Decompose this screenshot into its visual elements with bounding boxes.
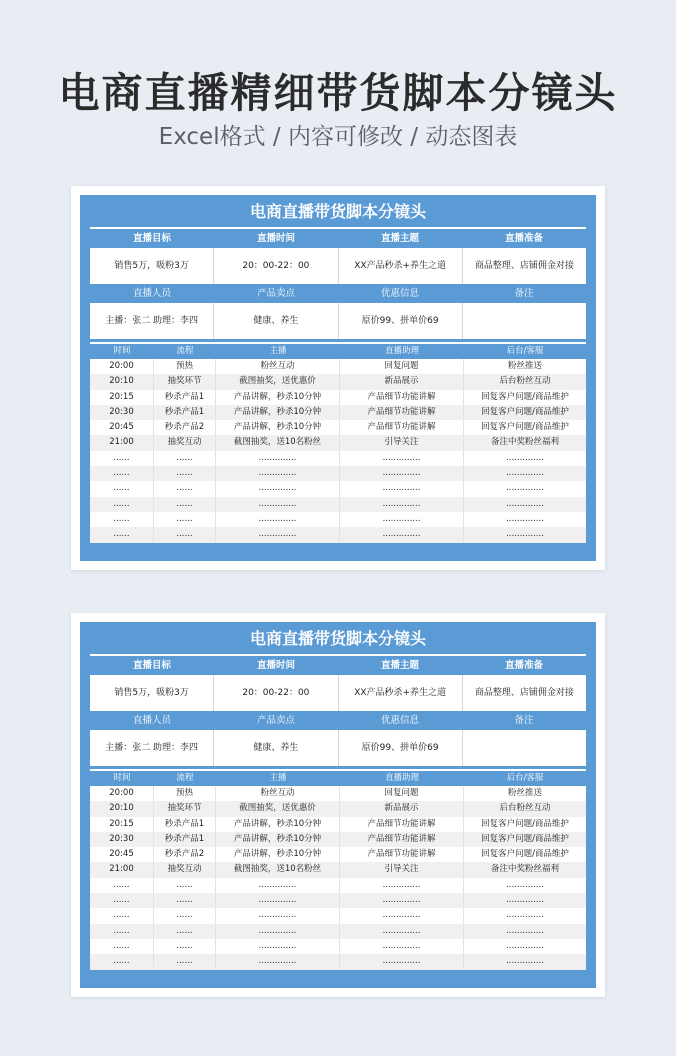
table-row <box>90 405 586 420</box>
table-cell[interactable]: 秒杀产品2 <box>154 847 216 862</box>
table-cell[interactable]: ...... <box>154 924 216 939</box>
script-sheet <box>80 195 596 561</box>
section1-header-cell: 直播时间 <box>256 233 295 244</box>
table-row <box>90 466 586 481</box>
table-cell[interactable]: ...... <box>90 908 154 923</box>
table-cell[interactable]: .............. <box>506 925 544 936</box>
section2-value-row <box>90 730 586 766</box>
sheet-preview-1 <box>71 186 605 570</box>
table-cell[interactable]: 秒杀产品1 <box>154 390 216 405</box>
table-cell[interactable]: 粉丝推送 <box>507 361 542 371</box>
table-cell[interactable]: 回复客户问题/商品维护 <box>481 422 569 433</box>
section1-value-cell[interactable]: 商品整理、店铺佣金对接 <box>474 688 574 698</box>
table-cell[interactable]: 粉丝互动 <box>216 786 340 801</box>
table-header-cell: 后台/客服 <box>506 773 544 783</box>
section2-header-cell: 优惠信息 <box>380 288 419 299</box>
table-cell[interactable]: 产品细节功能讲解 <box>340 405 464 420</box>
table-cell[interactable]: 后台粉丝互动 <box>499 376 551 387</box>
table-cell[interactable]: ...... <box>90 893 154 908</box>
section2-value-cell[interactable]: 健康、养生 <box>214 730 338 766</box>
table-cell[interactable]: 抽奖环节 <box>154 374 216 389</box>
table-cell[interactable]: 备注中奖粉丝福利 <box>490 864 559 875</box>
table-row <box>90 451 586 466</box>
section1-header-cell: 直播主题 <box>380 660 419 671</box>
table-cell[interactable]: .............. <box>216 497 340 512</box>
section1-value-cell[interactable]: XX产品秒杀+养生之道 <box>339 248 463 284</box>
table-cell[interactable]: 产品细节功能讲解 <box>340 847 464 862</box>
table-cell[interactable]: ...... <box>154 466 216 481</box>
table-row <box>90 817 586 832</box>
table-row <box>90 390 586 405</box>
table-cell[interactable]: ...... <box>154 878 216 893</box>
table-cell[interactable]: .............. <box>340 481 464 496</box>
table-cell[interactable]: ...... <box>154 893 216 908</box>
section1-header-row <box>90 231 586 247</box>
table-cell[interactable]: 秒杀产品1 <box>154 832 216 847</box>
section2-header-cell: 备注 <box>514 715 534 726</box>
table-cell[interactable]: ...... <box>90 497 154 512</box>
section2-value-cell[interactable]: 主播：张二 助理：李四 <box>90 730 214 766</box>
table-cell[interactable]: .............. <box>216 939 340 954</box>
table-cell[interactable]: .............. <box>506 940 544 951</box>
table-cell[interactable]: ...... <box>90 878 154 893</box>
table-row <box>90 786 586 801</box>
table-cell[interactable]: 20:10 <box>90 374 154 389</box>
section1-header-cell: 直播准备 <box>504 233 543 244</box>
section2-header-cell: 直播人员 <box>132 288 171 299</box>
section1-value-cell[interactable]: XX产品秒杀+养生之道 <box>339 675 463 711</box>
table-row <box>90 832 586 847</box>
table-cell[interactable]: 20:45 <box>90 420 154 435</box>
table-header-cell: 后台/客服 <box>506 346 544 356</box>
table-cell[interactable]: 新品展示 <box>340 801 464 816</box>
table-cell[interactable]: ...... <box>154 908 216 923</box>
table-cell[interactable]: .............. <box>340 466 464 481</box>
table-cell[interactable]: .............. <box>216 924 340 939</box>
table-cell[interactable]: .............. <box>216 527 340 542</box>
table-cell[interactable]: .............. <box>506 895 544 906</box>
table-cell[interactable]: 20:30 <box>90 832 154 847</box>
table-row <box>90 878 586 893</box>
table-cell[interactable]: 20:00 <box>90 359 154 374</box>
table-cell[interactable]: .............. <box>216 466 340 481</box>
table-cell[interactable]: 抽奖环节 <box>154 801 216 816</box>
table-cell[interactable]: .............. <box>340 954 464 969</box>
section2-header-row <box>90 713 586 729</box>
page-title: 电商直播精细带货脚本分镜头 <box>58 69 618 117</box>
section2-value-cell[interactable]: 原价99、拼单价69 <box>339 730 463 766</box>
table-row <box>90 512 586 527</box>
table-cell[interactable]: .............. <box>340 908 464 923</box>
section1-header-cell: 直播时间 <box>256 660 295 671</box>
table-cell[interactable]: .............. <box>506 529 544 540</box>
section2-value-cell[interactable] <box>463 730 586 766</box>
table-cell[interactable]: ...... <box>154 512 216 527</box>
section2-header-row <box>90 286 586 302</box>
table-cell[interactable]: 产品讲解，秒杀10分钟 <box>216 405 340 420</box>
table-cell[interactable]: 回复问题 <box>340 359 464 374</box>
table-cell[interactable]: 预热 <box>154 359 216 374</box>
table-cell[interactable]: ...... <box>154 939 216 954</box>
table-cell[interactable]: .............. <box>340 939 464 954</box>
table-header-cell: 时间 <box>113 773 131 783</box>
table-cell[interactable]: 回复客户问题/商品维护 <box>481 391 569 402</box>
section1-header-cell: 直播目标 <box>132 233 171 244</box>
script-sheet <box>80 622 596 988</box>
table-cell[interactable]: 备注中奖粉丝福利 <box>490 437 559 448</box>
section2-value-cell[interactable]: 原价99、拼单价69 <box>339 303 463 339</box>
table-header-cell: 流程 <box>176 773 194 783</box>
table-cell[interactable]: 20:15 <box>90 390 154 405</box>
table-cell[interactable]: .............. <box>340 497 464 512</box>
table-row <box>90 954 586 969</box>
table-cell[interactable]: 秒杀产品2 <box>154 420 216 435</box>
table-header-row <box>90 344 586 359</box>
table-row <box>90 939 586 954</box>
table-cell[interactable]: .............. <box>506 498 544 509</box>
table-cell[interactable]: 20:10 <box>90 801 154 816</box>
table-cell[interactable]: ...... <box>90 481 154 496</box>
section1-value-cell[interactable]: 20：00-22：00 <box>214 675 338 711</box>
table-cell[interactable]: .............. <box>340 893 464 908</box>
section2-value-cell[interactable] <box>463 303 586 339</box>
table-header-cell: 流程 <box>176 346 194 356</box>
table-cell[interactable]: 截图抽奖，送10名粉丝 <box>216 862 340 877</box>
section1-value-cell[interactable]: 商品整理、店铺佣金对接 <box>474 261 574 271</box>
table-cell[interactable]: .............. <box>506 483 544 494</box>
table-cell[interactable]: .............. <box>506 468 544 479</box>
table-cell[interactable]: ...... <box>90 451 154 466</box>
table-cell[interactable]: 产品讲解，秒杀10分钟 <box>216 832 340 847</box>
table-cell[interactable]: 预热 <box>154 786 216 801</box>
table-cell[interactable]: ...... <box>154 481 216 496</box>
table-cell[interactable]: ...... <box>90 939 154 954</box>
table-cell[interactable]: 21:00 <box>90 435 154 450</box>
section2-value-cell[interactable]: 主播：张二 助理：李四 <box>90 303 214 339</box>
table-cell[interactable]: .............. <box>340 451 464 466</box>
section1-value-row <box>90 675 586 711</box>
sheet-preview-2 <box>71 613 605 997</box>
table-cell[interactable]: 粉丝互动 <box>216 359 340 374</box>
table-cell[interactable]: 产品讲解，秒杀10分钟 <box>216 390 340 405</box>
table-header-cell: 直播助理 <box>384 773 419 783</box>
section1-value-cell[interactable]: 销售5万，吸粉3万 <box>90 675 214 711</box>
table-header-cell: 主播 <box>269 773 287 783</box>
table-cell[interactable]: .............. <box>216 512 340 527</box>
table-cell[interactable]: .............. <box>216 908 340 923</box>
table-cell[interactable]: 秒杀产品1 <box>154 405 216 420</box>
section1-value-cell[interactable]: 20：00-22：00 <box>214 248 338 284</box>
section1-header-cell: 直播准备 <box>504 660 543 671</box>
table-cell[interactable]: 产品细节功能讲解 <box>340 420 464 435</box>
table-cell[interactable]: 截图抽奖，送优惠价 <box>216 374 340 389</box>
table-row <box>90 374 586 389</box>
table-cell[interactable]: 产品讲解，秒杀10分钟 <box>216 420 340 435</box>
table-cell[interactable]: .............. <box>506 452 544 463</box>
table-row <box>90 481 586 496</box>
table-row <box>90 527 586 542</box>
table-row <box>90 497 586 512</box>
table-cell[interactable]: ...... <box>90 512 154 527</box>
section2-value-row <box>90 303 586 339</box>
section2-header-cell: 产品卖点 <box>256 715 295 726</box>
table-row <box>90 893 586 908</box>
table-cell[interactable]: .............. <box>216 451 340 466</box>
section2-value-cell[interactable]: 健康、养生 <box>214 303 338 339</box>
section2-header-cell: 直播人员 <box>132 715 171 726</box>
table-cell[interactable]: 引导关注 <box>340 435 464 450</box>
table-row <box>90 359 586 374</box>
table-row <box>90 847 586 862</box>
table-cell[interactable]: 截图抽奖，送优惠价 <box>216 801 340 816</box>
table-cell[interactable]: 后台粉丝互动 <box>499 803 551 814</box>
table-row <box>90 862 586 877</box>
table-row <box>90 420 586 435</box>
table-cell[interactable]: .............. <box>340 878 464 893</box>
table-cell[interactable]: 产品讲解，秒杀10分钟 <box>216 817 340 832</box>
table-cell[interactable]: ...... <box>90 527 154 542</box>
table-cell[interactable]: ...... <box>90 954 154 969</box>
table-cell[interactable]: ...... <box>90 466 154 481</box>
table-cell[interactable]: 回复客户问题/商品维护 <box>481 833 569 844</box>
table-cell[interactable]: 20:45 <box>90 847 154 862</box>
table-cell[interactable]: .............. <box>506 910 544 921</box>
table-cell[interactable]: ...... <box>154 497 216 512</box>
table-cell[interactable]: .............. <box>216 878 340 893</box>
table-cell[interactable]: ...... <box>154 954 216 969</box>
table-cell[interactable]: 20:00 <box>90 786 154 801</box>
table-cell[interactable]: 新品展示 <box>340 374 464 389</box>
section1-header-cell: 直播目标 <box>132 660 171 671</box>
section1-header-cell: 直播主题 <box>380 233 419 244</box>
table-cell[interactable]: 20:30 <box>90 405 154 420</box>
table-cell[interactable]: 产品细节功能讲解 <box>340 390 464 405</box>
table-row <box>90 801 586 816</box>
table-cell[interactable]: 粉丝推送 <box>507 788 542 798</box>
table-cell[interactable]: .............. <box>340 924 464 939</box>
sheet-title: 电商直播带货脚本分镜头 <box>90 622 586 656</box>
table-cell[interactable]: ...... <box>90 924 154 939</box>
table-cell[interactable]: 抽奖互动 <box>154 862 216 877</box>
table-cell[interactable]: 回复客户问题/商品维护 <box>481 849 569 860</box>
section2-header-cell: 优惠信息 <box>380 715 419 726</box>
table-cell[interactable]: .............. <box>340 512 464 527</box>
table-cell[interactable]: .............. <box>216 893 340 908</box>
table-header-cell: 主播 <box>269 346 287 356</box>
table-cell[interactable]: 产品讲解，秒杀10分钟 <box>216 847 340 862</box>
table-cell[interactable]: 产品细节功能讲解 <box>340 832 464 847</box>
table-header-row <box>90 771 586 786</box>
table-cell[interactable]: 21:00 <box>90 862 154 877</box>
table-header-cell: 时间 <box>113 346 131 356</box>
page-subtitle: Excel格式 / 内容可修改 / 动态图表 <box>158 124 518 150</box>
table-cell[interactable]: 引导关注 <box>340 862 464 877</box>
table-row <box>90 435 586 450</box>
table-cell[interactable]: 抽奖互动 <box>154 435 216 450</box>
table-cell[interactable]: .............. <box>506 956 544 967</box>
table-cell[interactable]: ...... <box>154 527 216 542</box>
section2-header-cell: 产品卖点 <box>256 288 295 299</box>
table-cell[interactable]: .............. <box>506 513 544 524</box>
table-cell[interactable]: 回复客户问题/商品维护 <box>481 406 569 417</box>
table-cell[interactable]: .............. <box>506 879 544 890</box>
section1-header-row <box>90 658 586 674</box>
table-cell[interactable]: 回复客户问题/商品维护 <box>481 818 569 829</box>
table-cell[interactable]: 回复问题 <box>340 786 464 801</box>
table-row <box>90 924 586 939</box>
table-row <box>90 908 586 923</box>
table-cell[interactable]: 秒杀产品1 <box>154 817 216 832</box>
table-cell[interactable]: ...... <box>154 451 216 466</box>
sheet-title: 电商直播带货脚本分镜头 <box>90 195 586 229</box>
table-cell[interactable]: .............. <box>216 481 340 496</box>
table-cell[interactable]: 产品细节功能讲解 <box>340 817 464 832</box>
table-cell[interactable]: .............. <box>340 527 464 542</box>
table-cell[interactable]: 20:15 <box>90 817 154 832</box>
section1-value-cell[interactable]: 销售5万，吸粉3万 <box>90 248 214 284</box>
table-header-cell: 直播助理 <box>384 346 419 356</box>
section1-value-row <box>90 248 586 284</box>
table-cell[interactable]: .............. <box>216 954 340 969</box>
table-cell[interactable]: 截图抽奖，送10名粉丝 <box>216 435 340 450</box>
section2-header-cell: 备注 <box>514 288 534 299</box>
